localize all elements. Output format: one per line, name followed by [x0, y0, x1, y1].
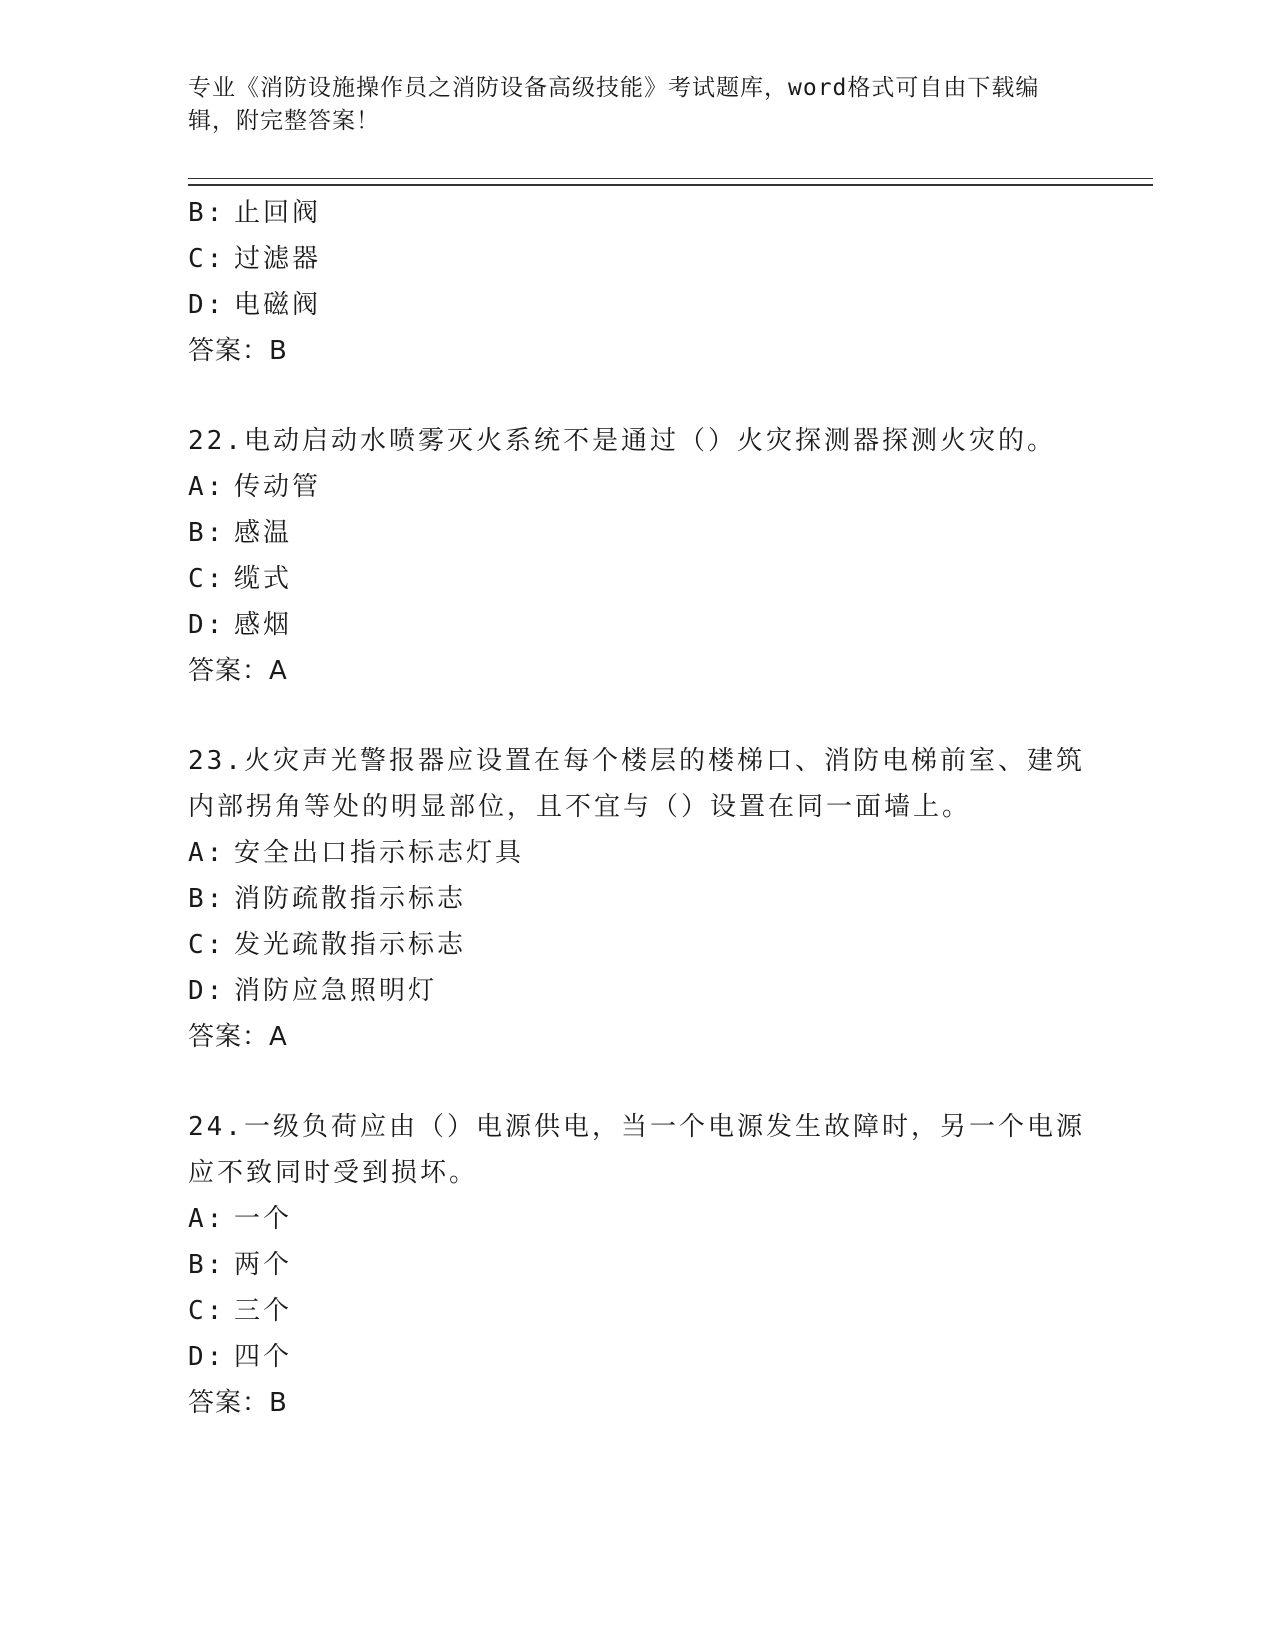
answer: 答案：B [188, 336, 288, 366]
option-key: A: [188, 838, 226, 868]
question-stem [188, 418, 1088, 464]
option-b [188, 1242, 1088, 1288]
option-d [188, 968, 1088, 1014]
option-key: D: [188, 1342, 226, 1372]
header-divider [188, 178, 1153, 186]
option-key: B: [188, 884, 226, 914]
header-title-line-2: 辑，附完整答案！ [188, 108, 380, 134]
option-text: 感温 [234, 518, 293, 548]
question-text: 一级负荷应由（）电源供电，当一个电源发生故障时，另一个电源 [243, 1112, 1085, 1142]
option-text: 一个 [234, 1204, 293, 1234]
option-key: C: [188, 930, 226, 960]
option-a [188, 1196, 1088, 1242]
option-text: 两个 [234, 1250, 293, 1280]
page-header [188, 72, 1088, 138]
header-title-line-1: 专业《消防设施操作员之消防设备高级技能》考试题库，word格式可自由下载编 [188, 75, 1040, 101]
question-stem-line-1 [188, 738, 1088, 784]
option-key: D: [188, 976, 226, 1006]
option-text: 消防应急照明灯 [234, 976, 438, 1006]
question-number: 24. [188, 1112, 244, 1142]
option-key: C: [188, 564, 226, 594]
question-text: 电动启动水喷雾灭火系统不是通过（）火灾探测器探测火灾的。 [243, 426, 1056, 456]
option-key: A: [188, 1204, 226, 1234]
option-text: 传动管 [234, 472, 322, 502]
option-text: 止回阀 [234, 198, 322, 228]
option-d [188, 282, 1088, 328]
question-number: 22. [188, 426, 244, 456]
question-stem-line-2: 内部拐角等处的明显部位，且不宜与（）设置在同一面墙上。 [188, 792, 972, 822]
option-key: C: [188, 244, 226, 274]
question-stem-line-2: 应不致同时受到损坏。 [188, 1158, 479, 1188]
question-22 [188, 418, 1088, 694]
question-text: 火灾声光警报器应设置在每个楼层的楼梯口、消防电梯前室、建筑 [243, 746, 1085, 776]
option-text: 发光疏散指示标志 [234, 930, 467, 960]
option-text: 消防疏散指示标志 [234, 884, 467, 914]
option-a [188, 464, 1088, 510]
question-21-continued [188, 190, 1088, 374]
option-c [188, 556, 1088, 602]
option-c [188, 922, 1088, 968]
option-key: C: [188, 1296, 226, 1326]
option-text: 四个 [234, 1342, 293, 1372]
option-key: D: [188, 610, 226, 640]
option-b [188, 510, 1088, 556]
answer: 答案：A [188, 1022, 288, 1052]
option-text: 三个 [234, 1296, 293, 1326]
question-stem-line-1 [188, 1104, 1088, 1150]
question-24 [188, 1104, 1088, 1426]
answer: 答案：B [188, 1388, 288, 1418]
question-23 [188, 738, 1088, 1060]
option-key: B: [188, 518, 226, 548]
option-text: 安全出口指示标志灯具 [234, 838, 525, 868]
option-d [188, 1334, 1088, 1380]
option-key: A: [188, 472, 226, 502]
spacer [188, 694, 1088, 738]
option-text: 缆式 [234, 564, 293, 594]
option-c [188, 1288, 1088, 1334]
option-key: D: [188, 290, 226, 320]
option-b [188, 876, 1088, 922]
option-key: B: [188, 1250, 226, 1280]
question-number: 23. [188, 746, 244, 776]
option-text: 过滤器 [234, 244, 322, 274]
option-text: 电磁阀 [234, 290, 322, 320]
option-key: B: [188, 198, 226, 228]
option-b [188, 190, 1088, 236]
answer: 答案：A [188, 656, 288, 686]
spacer [188, 374, 1088, 418]
option-c [188, 236, 1088, 282]
option-d [188, 602, 1088, 648]
spacer [188, 1060, 1088, 1104]
question-list [188, 190, 1088, 1426]
option-text: 感烟 [234, 610, 293, 640]
option-a [188, 830, 1088, 876]
